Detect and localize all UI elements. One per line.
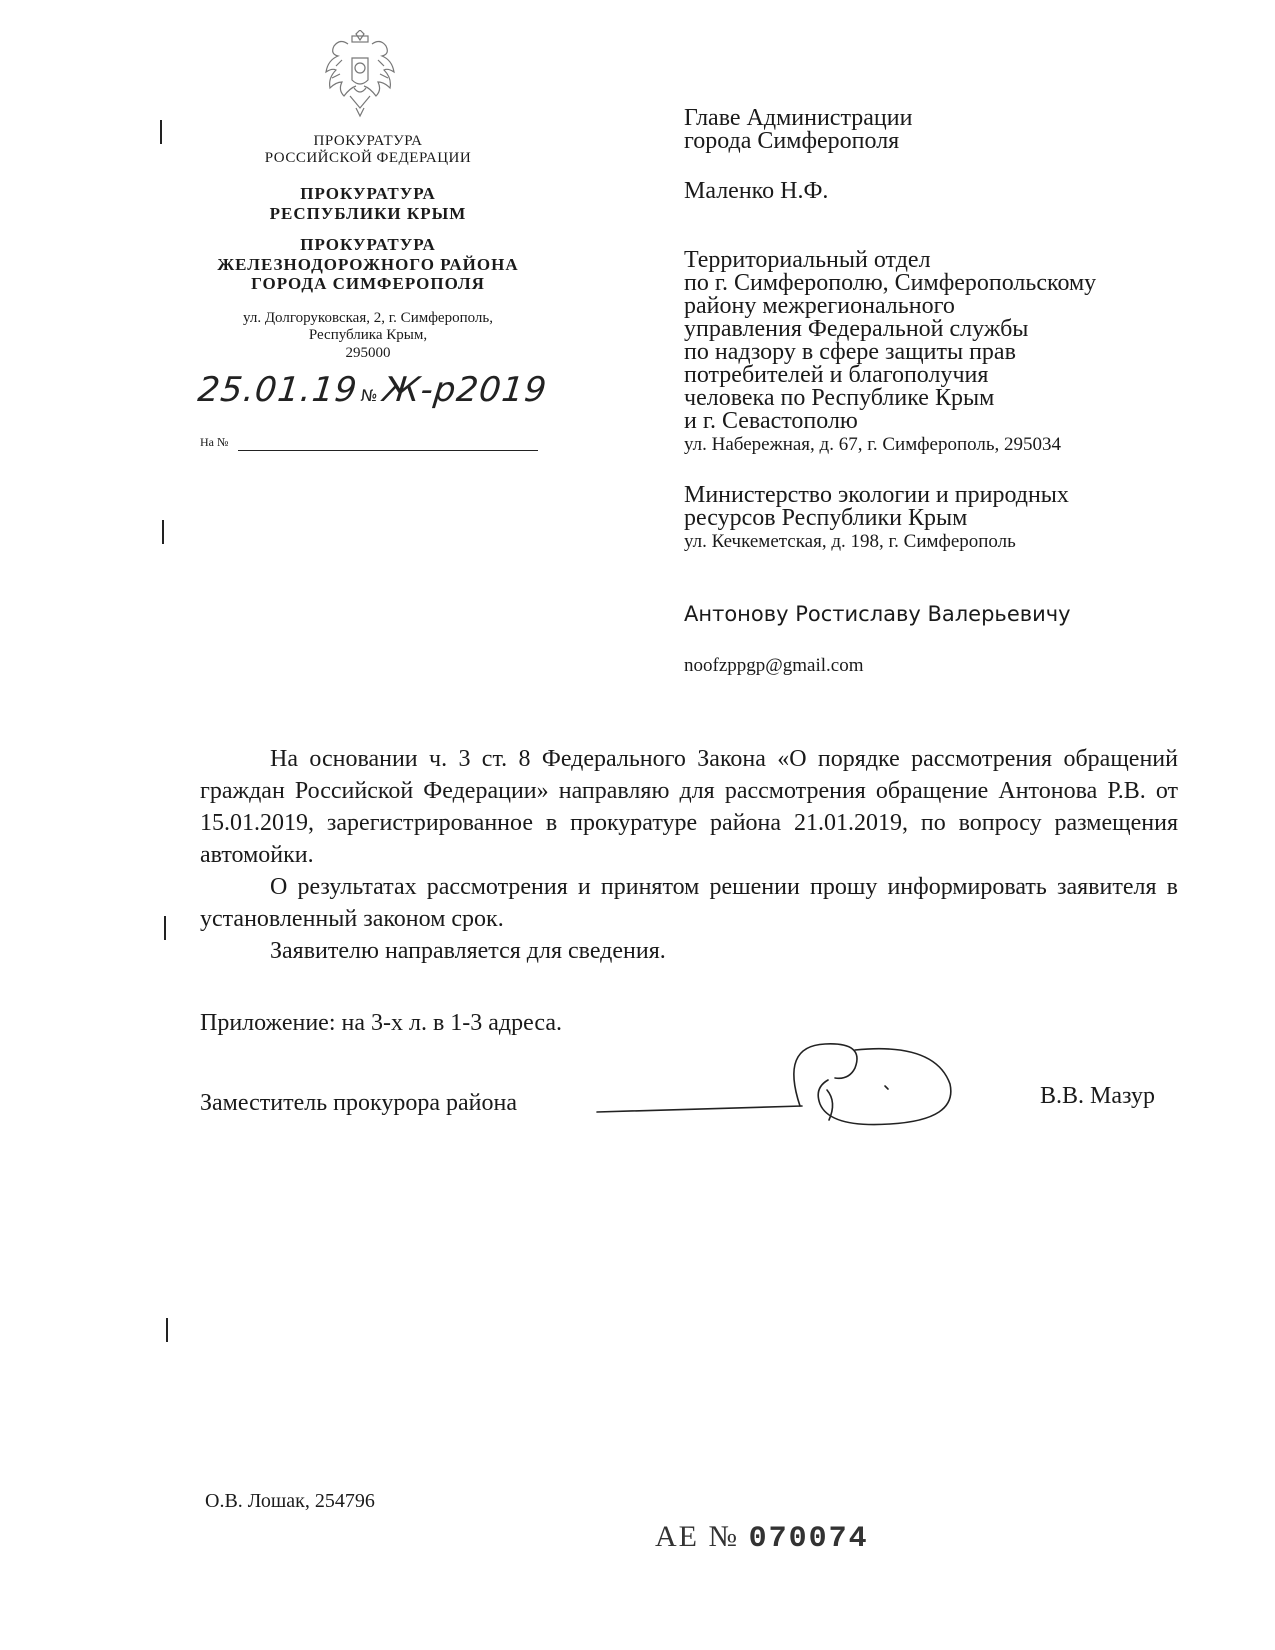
addressee-c-line6: потребителей и благополучия xyxy=(684,362,989,388)
addressee-d-line2: ресурсов Республики Крым xyxy=(684,505,968,531)
serial-number: 070074 xyxy=(748,1522,869,1556)
letterhead-region-line2: РЕСПУБЛИКИ КРЫМ xyxy=(269,203,467,223)
addressee-c-address: ул. Набережная, д. 67, г. Симферополь, 295034 xyxy=(684,434,1062,455)
addressee-c-line2: по г. Симферополю, Симферопольскому xyxy=(684,270,1097,296)
scan-mark xyxy=(160,120,162,144)
letterhead-address-line3: 295000 xyxy=(345,344,391,361)
addressee-c-line8: и г. Севастополю xyxy=(684,408,858,434)
addressee-a-line2: города Симферополя xyxy=(684,128,900,154)
letterhead-district xyxy=(188,235,548,294)
outgoing-date: 25.01.19 xyxy=(195,370,360,410)
body-paragraph-1: На основании ч. 3 ст. 8 Федерального Закона «О порядке рассмотрения обращений граждан Российской Федерации» направляю для рассмотрения обращение Антонова Р.В. от 15.01.2019, зарегистрированное в прокуратуре района 21.01.2019, по вопросу размещения автомойки. xyxy=(200,746,1178,868)
signatory-role: Заместитель прокурора района xyxy=(200,1090,517,1116)
serial-prefix: АЕ № xyxy=(655,1520,740,1553)
addressee-d-line1: Министерство экологии и природных xyxy=(684,482,1069,508)
coat-of-arms-icon xyxy=(318,30,402,120)
addressee-email: noofzppgp@gmail.com xyxy=(684,655,864,676)
addressee-c-line7: человека по Республике Крым xyxy=(684,385,995,411)
letterhead-district-line2: ЖЕЛЕЗНОДОРОЖНОГО РАЙОНА xyxy=(217,254,519,274)
addressee-d-address: ул. Кечкеметская, д. 198, г. Симферополь xyxy=(684,531,1016,552)
handwritten-signature xyxy=(595,1040,995,1140)
scan-mark xyxy=(162,520,164,544)
outgoing-number: Ж-р2019 xyxy=(380,370,550,410)
letterhead-address xyxy=(188,310,548,362)
letterhead-district-line3: ГОРОДА СИМФЕРОПОЛЯ xyxy=(251,274,485,294)
letterhead-district-line1: ПРОКУРАТУРА xyxy=(300,235,436,254)
addressee-b-line1: Маленко Н.Ф. xyxy=(684,178,829,204)
letterhead-address-line2: Республика Крым, xyxy=(308,327,428,344)
addressee-rospotrebnadzor xyxy=(684,249,1096,456)
addressee-c-line4: управления Федеральной службы xyxy=(684,316,1029,342)
letter-body xyxy=(200,743,1178,967)
reference-label: На № xyxy=(200,435,229,449)
form-serial xyxy=(655,1520,869,1556)
addressee-administration xyxy=(684,107,912,153)
appendix-note: Приложение: на 3-х л. в 1-3 адреса. xyxy=(200,1010,562,1036)
addressee-head-name xyxy=(684,180,828,203)
addressee-ministry xyxy=(684,484,1069,553)
letterhead-address-line1: ул. Долгоруковская, 2, г. Симферополь, xyxy=(243,310,493,326)
addressee-applicant: Антонову Ростиславу Валерьевичу xyxy=(684,602,1071,626)
executor-contact: О.В. Лошак, 254796 xyxy=(205,1490,375,1512)
letterhead-region xyxy=(188,184,548,223)
scan-mark xyxy=(166,1318,168,1342)
addressee-c-line1: Территориальный отдел xyxy=(684,247,931,273)
reference-line xyxy=(238,450,538,451)
outgoing-number-sign: № xyxy=(359,386,380,405)
letterhead-org-line1: ПРОКУРАТУРА xyxy=(313,133,423,149)
body-paragraph-2: О результатах рассмотрения и принятом решении прошу информировать заявителя в установленный законом срок. xyxy=(200,874,1178,932)
body-paragraph-3: Заявителю направляется для сведения. xyxy=(270,938,666,964)
scan-mark xyxy=(164,916,166,940)
outgoing-date-number xyxy=(196,370,549,410)
signatory-name: В.В. Мазур xyxy=(1040,1083,1155,1109)
addressee-a-line1: Главе Администрации xyxy=(684,105,913,131)
addressee-c-line5: по надзору в сфере защиты прав xyxy=(684,339,1016,365)
letterhead-org xyxy=(188,133,548,168)
addressee-c-line3: району межрегионального xyxy=(684,293,955,319)
letterhead-region-line1: ПРОКУРАТУРА xyxy=(300,184,436,203)
letterhead-org-line2: РОССИЙСКОЙ ФЕДЕРАЦИИ xyxy=(264,150,472,167)
